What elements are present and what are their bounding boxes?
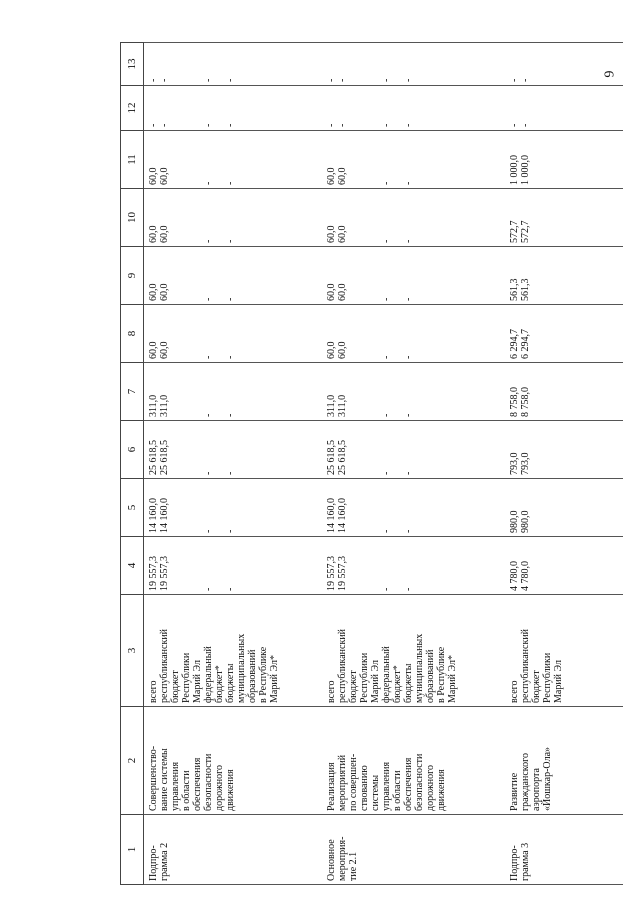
value: 19 557,3	[159, 556, 170, 591]
name-cell	[144, 707, 323, 815]
value: -	[381, 78, 392, 82]
value: -	[203, 239, 214, 243]
value: -	[225, 297, 236, 301]
cell-line: всего	[148, 680, 159, 703]
value-cell	[505, 305, 623, 363]
value: 60,0	[148, 283, 159, 301]
value: -	[203, 123, 214, 127]
value: 25 618,5	[326, 440, 337, 475]
value: -	[381, 587, 392, 591]
value: -	[337, 123, 348, 127]
page-number: 6	[600, 70, 616, 78]
cell-line: дорожного	[214, 765, 225, 811]
column-header: 5	[121, 479, 144, 537]
value: -	[381, 355, 392, 359]
cell-line: Марий Эл	[553, 660, 564, 703]
value: -	[403, 297, 414, 301]
value-cell	[144, 43, 323, 86]
value: 572,7	[520, 220, 531, 243]
cell-line: образований	[247, 649, 258, 703]
value-cell	[505, 421, 623, 479]
cell-line: в Республике	[258, 646, 269, 703]
cell-line: гражданского	[520, 753, 531, 811]
value: -	[381, 413, 392, 417]
cell-line: обеспечения	[403, 757, 414, 811]
value: -	[225, 239, 236, 243]
cell-line: мероприя-	[337, 836, 348, 881]
value: -	[337, 78, 348, 82]
cell-line: бюджеты	[225, 663, 236, 703]
cell-line: управления	[381, 761, 392, 811]
value: 19 557,3	[326, 556, 337, 591]
cell-line: федеральный	[381, 646, 392, 703]
cell-line: Республики	[359, 652, 370, 703]
cell-line: Реализация	[326, 762, 337, 811]
value: 14 160,0	[337, 498, 348, 533]
value: 19 557,3	[337, 556, 348, 591]
value: 60,0	[326, 225, 337, 243]
cell-line: всего	[509, 680, 520, 703]
table-row	[322, 43, 505, 885]
cell-line: Марий Эл*	[269, 655, 280, 703]
value: -	[509, 123, 520, 127]
value: -	[403, 355, 414, 359]
cell-line: образований	[425, 649, 436, 703]
cell-line: бюджеты	[403, 663, 414, 703]
value: -	[159, 123, 170, 127]
value: -	[403, 123, 414, 127]
value-cell	[322, 247, 505, 305]
value-cell	[505, 537, 623, 595]
cell-line: безопасности	[203, 753, 214, 811]
cell-line: бюджет	[348, 670, 359, 703]
cell-line: Республики	[181, 652, 192, 703]
value: -	[225, 181, 236, 185]
cell-line: всего	[326, 680, 337, 703]
value: -	[225, 587, 236, 591]
cell-line: движения	[225, 769, 236, 811]
value: -	[225, 78, 236, 82]
cell-line: дорожного	[425, 765, 436, 811]
value: 60,0	[337, 341, 348, 359]
column-header: 11	[121, 131, 144, 189]
value: 60,0	[337, 283, 348, 301]
value-cell	[322, 421, 505, 479]
value: 4 780,0	[520, 561, 531, 591]
value: 19 557,3	[148, 556, 159, 591]
cell-line: муниципальных	[236, 633, 247, 703]
value: -	[381, 181, 392, 185]
cell-line: в Республике	[436, 646, 447, 703]
value: 60,0	[159, 341, 170, 359]
cell-line: федеральный	[203, 646, 214, 703]
value: 793,0	[520, 452, 531, 475]
value: 60,0	[337, 225, 348, 243]
value: -	[225, 123, 236, 127]
value: -	[225, 413, 236, 417]
value: 980,0	[509, 510, 520, 533]
cell-line: «Йошкар-Ола»	[542, 746, 553, 811]
column-header: 12	[121, 86, 144, 131]
value-cell	[144, 247, 323, 305]
source-cell	[505, 595, 623, 707]
name-cell	[322, 707, 505, 815]
value: -	[403, 239, 414, 243]
cell-line: республиканский	[337, 628, 348, 703]
value: -	[326, 78, 337, 82]
value: -	[509, 78, 520, 82]
value: -	[381, 471, 392, 475]
value: -	[203, 181, 214, 185]
value: 25 618,5	[337, 440, 348, 475]
cell-line: системы	[370, 774, 381, 811]
cell-line: в области	[392, 770, 403, 811]
cell-line: республиканский	[159, 628, 170, 703]
value: 311,0	[159, 394, 170, 417]
cell-line: бюджет	[170, 670, 181, 703]
column-header: 9	[121, 247, 144, 305]
value-cell	[322, 86, 505, 131]
rotated-table-page	[120, 45, 623, 885]
column-header: 3	[121, 595, 144, 707]
value: 793,0	[509, 452, 520, 475]
value: 311,0	[337, 394, 348, 417]
value: -	[148, 78, 159, 82]
value: 1 000,0	[509, 155, 520, 185]
value: -	[403, 78, 414, 82]
value: -	[381, 529, 392, 533]
value-cell	[144, 131, 323, 189]
name-cell	[505, 707, 623, 815]
cell-line: аэропорта	[531, 768, 542, 811]
value: -	[326, 123, 337, 127]
value: 25 618,5	[148, 440, 159, 475]
value-cell	[322, 305, 505, 363]
column-header: 4	[121, 537, 144, 595]
table-row	[144, 43, 323, 885]
value: 25 618,5	[159, 440, 170, 475]
cell-line: Совершенство-	[148, 745, 159, 811]
value: -	[225, 355, 236, 359]
value: -	[403, 529, 414, 533]
value: 14 160,0	[159, 498, 170, 533]
value: 60,0	[148, 167, 159, 185]
value: 60,0	[159, 225, 170, 243]
value: 1 000,0	[520, 155, 531, 185]
value: -	[203, 471, 214, 475]
value: -	[381, 297, 392, 301]
table-body	[144, 43, 624, 885]
value: 60,0	[159, 283, 170, 301]
value-cell	[505, 189, 623, 247]
cell-line: грамма 3	[520, 842, 531, 881]
value-cell	[322, 479, 505, 537]
value: -	[203, 355, 214, 359]
value-cell	[144, 86, 323, 131]
cell-line: вание системы	[159, 748, 170, 811]
value: 8 758,0	[520, 387, 531, 417]
value: -	[403, 587, 414, 591]
cell-line: управления	[170, 761, 181, 811]
cell-line: в области	[181, 770, 192, 811]
value: 60,0	[148, 225, 159, 243]
cell-line: мероприятий	[337, 754, 348, 811]
cell-line: республиканский	[520, 628, 531, 703]
budget-table	[120, 42, 623, 885]
cell-line: по совершен-	[348, 753, 359, 811]
value: 572,7	[509, 220, 520, 243]
value-cell	[144, 189, 323, 247]
cell-line: бюджет*	[214, 665, 225, 703]
value: 8 758,0	[509, 387, 520, 417]
source-cell	[322, 595, 505, 707]
value: -	[225, 471, 236, 475]
value: -	[203, 413, 214, 417]
column-header: 6	[121, 421, 144, 479]
value-cell	[144, 479, 323, 537]
value: 980,0	[520, 510, 531, 533]
cell-line: Марий Эл	[192, 660, 203, 703]
value-cell	[322, 131, 505, 189]
value-cell	[144, 305, 323, 363]
value-cell	[505, 131, 623, 189]
table-header-row	[121, 43, 144, 885]
value: 60,0	[326, 341, 337, 359]
value: 14 160,0	[326, 498, 337, 533]
value-cell	[144, 363, 323, 421]
level-cell	[322, 815, 505, 885]
cell-line: Республики	[542, 652, 553, 703]
value: -	[381, 123, 392, 127]
value: -	[203, 587, 214, 591]
value-cell	[322, 43, 505, 86]
cell-line: движения	[436, 769, 447, 811]
cell-line: бюджет*	[392, 665, 403, 703]
level-cell	[505, 815, 623, 885]
value: 4 780,0	[509, 561, 520, 591]
table-row	[505, 43, 623, 885]
value-cell	[505, 43, 623, 86]
value-cell	[505, 86, 623, 131]
cell-line: грамма 2	[159, 842, 170, 881]
cell-line: бюджет	[531, 670, 542, 703]
value-cell	[322, 537, 505, 595]
column-header: 13	[121, 43, 144, 86]
value: -	[403, 413, 414, 417]
value: 311,0	[326, 394, 337, 417]
value: -	[159, 78, 170, 82]
value: -	[225, 529, 236, 533]
column-header: 1	[121, 815, 144, 885]
cell-line: тие 2.1	[348, 851, 359, 881]
level-cell	[144, 815, 323, 885]
value: 311,0	[148, 394, 159, 417]
value-cell	[505, 363, 623, 421]
value: -	[403, 471, 414, 475]
value: 60,0	[326, 283, 337, 301]
value: 561,3	[520, 278, 531, 301]
value: 14 160,0	[148, 498, 159, 533]
value: 60,0	[159, 167, 170, 185]
column-header: 10	[121, 189, 144, 247]
value: 561,3	[509, 278, 520, 301]
value: -	[403, 181, 414, 185]
value: -	[203, 529, 214, 533]
value: 60,0	[148, 341, 159, 359]
value-cell	[505, 479, 623, 537]
source-cell	[144, 595, 323, 707]
cell-line: Основное	[326, 839, 337, 881]
cell-line: ствованию	[359, 765, 370, 811]
value: -	[203, 78, 214, 82]
cell-line: муниципальных	[414, 633, 425, 703]
value: -	[381, 239, 392, 243]
value-cell	[322, 363, 505, 421]
value-cell	[144, 421, 323, 479]
column-header: 7	[121, 363, 144, 421]
value: 6 294,7	[520, 329, 531, 359]
cell-line: Марий Эл*	[447, 655, 458, 703]
column-header: 2	[121, 707, 144, 815]
value: -	[520, 123, 531, 127]
cell-line: безопасности	[414, 753, 425, 811]
value: 6 294,7	[509, 329, 520, 359]
column-header: 8	[121, 305, 144, 363]
cell-line: Подпро-	[509, 845, 520, 881]
value: -	[203, 297, 214, 301]
value: -	[520, 78, 531, 82]
cell-line: обеспечения	[192, 757, 203, 811]
value-cell	[505, 247, 623, 305]
value: -	[148, 123, 159, 127]
value-cell	[322, 189, 505, 247]
cell-line: Развитие	[509, 772, 520, 811]
value: 60,0	[326, 167, 337, 185]
cell-line: Подпро-	[148, 845, 159, 881]
value: 60,0	[337, 167, 348, 185]
cell-line: Марий Эл	[370, 660, 381, 703]
value-cell	[144, 537, 323, 595]
